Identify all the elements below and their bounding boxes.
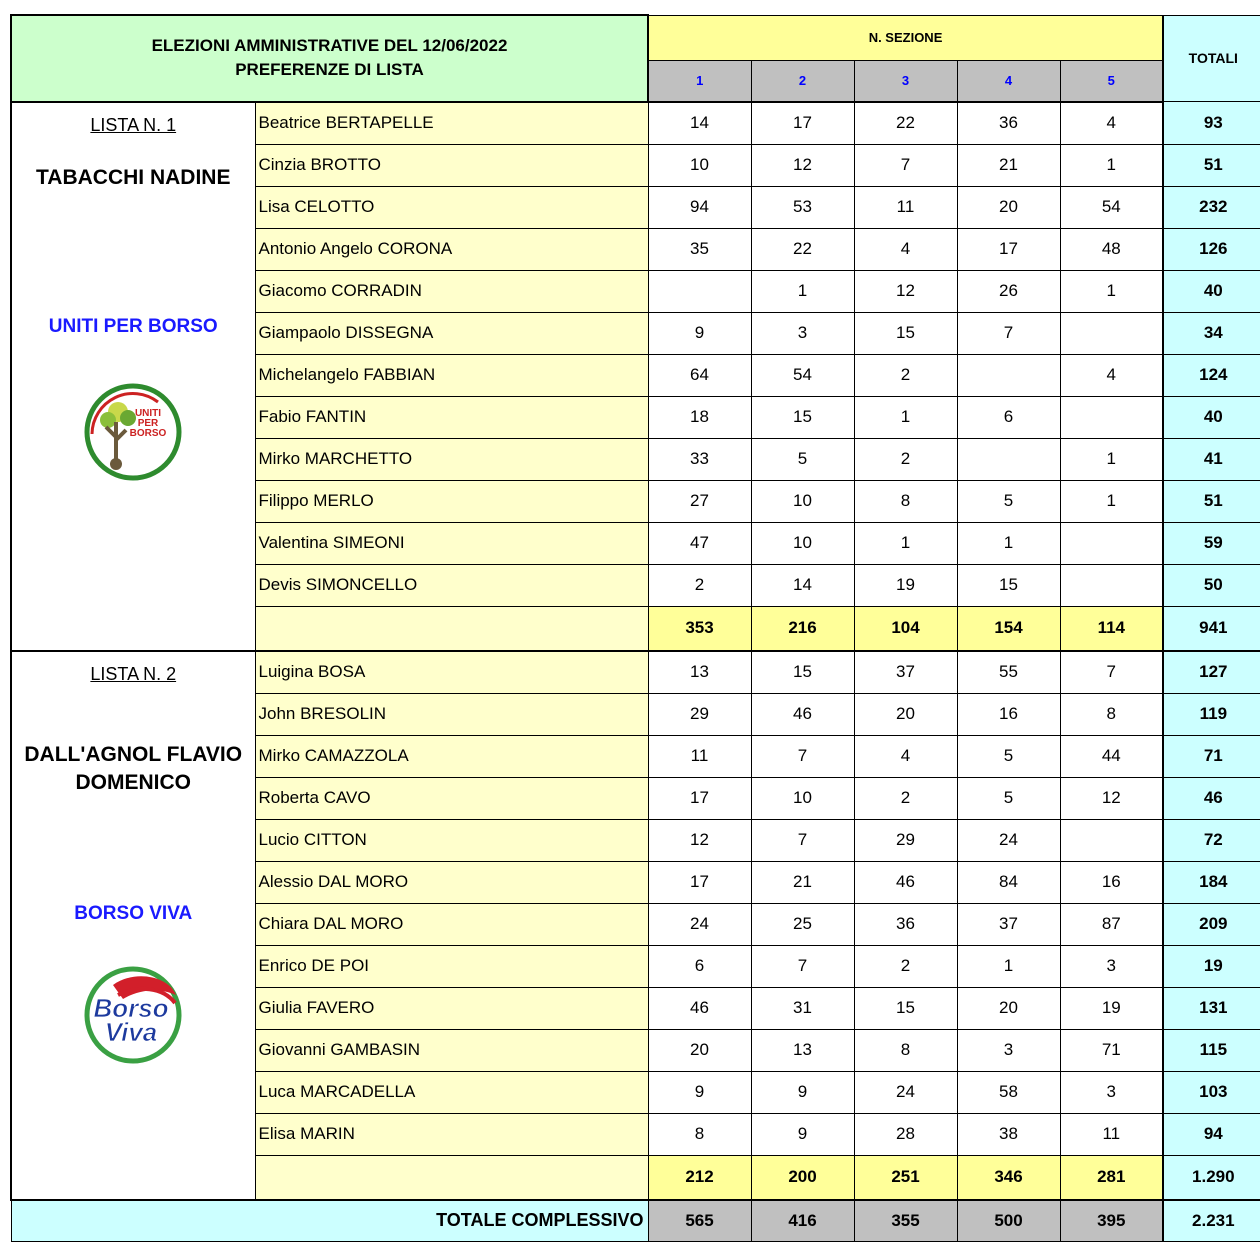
candidate-name: Giovanni GAMBASIN [255,1029,648,1071]
section-votes: 5 [957,777,1060,819]
section-votes: 22 [854,102,957,145]
section-votes: 46 [751,693,854,735]
section-votes: 54 [751,354,854,396]
section-votes: 9 [751,1071,854,1113]
candidate-name: Valentina SIMEONI [255,522,648,564]
section-votes: 87 [1060,903,1163,945]
section-votes: 9 [751,1113,854,1155]
subtotal-cell: 154 [957,606,1060,651]
section-votes: 13 [648,651,751,694]
section-votes: 7 [854,144,957,186]
candidate-name: Antonio Angelo CORONA [255,228,648,270]
candidate-total: 59 [1163,522,1260,564]
section-votes: 29 [648,693,751,735]
candidate-name: Luigina BOSA [255,651,648,694]
grand-total-cell: 565 [648,1200,751,1242]
subtotal-cell: 212 [648,1155,751,1200]
candidate-total: 93 [1163,102,1260,145]
candidate-name: Alessio DAL MORO [255,861,648,903]
candidate-total: 34 [1163,312,1260,354]
section-votes: 37 [854,651,957,694]
section-votes: 26 [957,270,1060,312]
subtotal-cell: 200 [751,1155,854,1200]
section-votes [648,270,751,312]
section-votes: 47 [648,522,751,564]
list-number-label: LISTA N. 2 [90,663,177,684]
totals-header: TOTALI [1163,15,1260,102]
section-votes: 7 [1060,651,1163,694]
logo-text: PER [137,417,159,429]
section-votes: 4 [1060,102,1163,145]
logo-text: BORSO [129,427,167,439]
logo-text: UNITI [135,407,162,419]
section-votes [1060,312,1163,354]
section-votes: 8 [854,480,957,522]
section-votes: 17 [751,102,854,145]
section-votes: 10 [751,480,854,522]
candidate-total: 103 [1163,1071,1260,1113]
section-votes: 1 [1060,438,1163,480]
section-votes: 4 [854,735,957,777]
section-votes: 7 [751,819,854,861]
candidate-total: 127 [1163,651,1260,694]
section-votes: 55 [957,651,1060,694]
section-votes: 5 [957,735,1060,777]
section-votes: 21 [751,861,854,903]
section-votes: 9 [648,312,751,354]
section-votes: 1 [957,522,1060,564]
borso-viva-logo [78,965,188,1065]
section-votes: 71 [1060,1029,1163,1071]
candidate-name: Giampaolo DISSEGNA [255,312,648,354]
subtotal-cell: 104 [854,606,957,651]
section-votes: 1 [957,945,1060,987]
candidate-name: Giacomo CORRADIN [255,270,648,312]
section-votes [1060,819,1163,861]
candidate-total: 94 [1163,1113,1260,1155]
section-votes [1060,522,1163,564]
title-line-2: PREFERENZE DI LISTA [235,60,424,80]
subtotal-cell: 216 [751,606,854,651]
candidate-name: Chiara DAL MORO [255,903,648,945]
section-votes: 31 [751,987,854,1029]
candidate-total: 115 [1163,1029,1260,1071]
candidate-total: 72 [1163,819,1260,861]
section-votes: 15 [854,312,957,354]
section-votes [957,354,1060,396]
section-number: 2 [751,60,854,102]
candidate-total: 126 [1163,228,1260,270]
section-votes: 5 [957,480,1060,522]
section-votes: 33 [648,438,751,480]
section-votes: 21 [957,144,1060,186]
section-votes: 1 [751,270,854,312]
candidate-total: 119 [1163,693,1260,735]
subtotal-cell: 114 [1060,606,1163,651]
candidate-name: Devis SIMONCELLO [255,564,648,606]
preferences-table [10,14,1260,1242]
section-votes: 12 [854,270,957,312]
section-votes: 7 [751,945,854,987]
section-votes: 17 [957,228,1060,270]
section-votes: 16 [1060,861,1163,903]
section-votes [1060,396,1163,438]
section-votes: 24 [648,903,751,945]
section-votes: 17 [648,861,751,903]
section-votes: 3 [957,1029,1060,1071]
section-votes: 2 [648,564,751,606]
grand-total-row [11,1200,1260,1242]
candidate-total: 19 [1163,945,1260,987]
candidate-total: 50 [1163,564,1260,606]
subtotal-label-cell [255,1155,648,1200]
candidate-name: Giulia FAVERO [255,987,648,1029]
section-votes [1060,564,1163,606]
section-votes: 3 [1060,945,1163,987]
section-votes: 48 [1060,228,1163,270]
title-line-1: ELEZIONI AMMINISTRATIVE DEL 12/06/2022 [151,36,508,56]
subtotal-sum: 1.290 [1163,1155,1260,1200]
candidate-row [11,651,1260,694]
section-votes: 17 [648,777,751,819]
candidate-total: 209 [1163,903,1260,945]
section-votes: 14 [751,564,854,606]
section-votes: 46 [854,861,957,903]
section-votes: 8 [1060,693,1163,735]
section-votes: 20 [957,987,1060,1029]
section-votes: 19 [1060,987,1163,1029]
candidate-total: 71 [1163,735,1260,777]
section-votes: 5 [751,438,854,480]
section-votes: 4 [854,228,957,270]
list-info-cell [11,102,255,651]
list-info [12,664,255,1065]
candidate-name: Enrico DE POI [255,945,648,987]
section-votes: 1 [854,522,957,564]
candidate-name: Lisa CELOTTO [255,186,648,228]
section-votes: 12 [1060,777,1163,819]
section-votes: 35 [648,228,751,270]
sections-header: N. SEZIONE [648,15,1163,60]
section-votes: 22 [751,228,854,270]
candidate-total: 232 [1163,186,1260,228]
section-votes: 29 [854,819,957,861]
section-votes: 20 [957,186,1060,228]
subtotal-label-cell [255,606,648,651]
candidate-total: 131 [1163,987,1260,1029]
section-votes: 94 [648,186,751,228]
subtotal-cell: 346 [957,1155,1060,1200]
section-votes: 37 [957,903,1060,945]
candidate-total: 40 [1163,270,1260,312]
grand-total-cell: 355 [854,1200,957,1242]
candidate-name: Elisa MARIN [255,1113,648,1155]
section-votes: 12 [751,144,854,186]
section-votes: 53 [751,186,854,228]
grand-total-cell: 395 [1060,1200,1163,1242]
table-body [11,102,1260,1200]
section-votes: 11 [648,735,751,777]
section-votes: 27 [648,480,751,522]
section-votes: 9 [648,1071,751,1113]
candidate-name: Filippo MERLO [255,480,648,522]
section-votes: 1 [854,396,957,438]
logo-text: Borso [93,992,169,1023]
section-votes: 6 [648,945,751,987]
list-info [12,115,255,482]
section-votes: 12 [648,819,751,861]
section-votes: 58 [957,1071,1060,1113]
section-votes: 54 [1060,186,1163,228]
section-votes: 46 [648,987,751,1029]
candidate-total: 124 [1163,354,1260,396]
candidate-name: Mirko MARCHETTO [255,438,648,480]
section-votes: 1 [1060,144,1163,186]
section-votes: 20 [854,693,957,735]
section-votes: 8 [854,1029,957,1071]
candidate-name: Luca MARCADELLA [255,1071,648,1113]
section-votes: 84 [957,861,1060,903]
section-votes: 2 [854,354,957,396]
section-votes: 36 [957,102,1060,145]
section-votes: 13 [751,1029,854,1071]
section-votes: 1 [1060,480,1163,522]
candidate-name: Lucio CITTON [255,819,648,861]
section-votes: 25 [751,903,854,945]
section-votes: 28 [854,1113,957,1155]
candidate-name: Fabio FANTIN [255,396,648,438]
section-votes: 11 [1060,1113,1163,1155]
grand-total-sum: 2.231 [1163,1200,1260,1242]
subtotal-sum: 941 [1163,606,1260,651]
section-votes: 6 [957,396,1060,438]
candidate-total: 51 [1163,480,1260,522]
section-votes: 44 [1060,735,1163,777]
grand-total-cell: 500 [957,1200,1060,1242]
section-number: 5 [1060,60,1163,102]
section-votes: 15 [751,651,854,694]
grand-total-cell: 416 [751,1200,854,1242]
section-votes: 18 [648,396,751,438]
logo-text: Viva [104,1016,158,1047]
candidate-name: Cinzia BROTTO [255,144,648,186]
section-votes: 7 [751,735,854,777]
section-votes: 20 [648,1029,751,1071]
section-votes: 14 [648,102,751,145]
uniti-per-borso-logo [78,382,188,482]
candidate-row [11,102,1260,145]
section-votes: 10 [751,522,854,564]
grand-total-label: TOTALE COMPLESSIVO [11,1200,648,1242]
candidate-total: 184 [1163,861,1260,903]
candidate-name: Michelangelo FABBIAN [255,354,648,396]
section-number: 1 [648,60,751,102]
section-votes: 19 [854,564,957,606]
list-number-label: LISTA N. 1 [90,114,177,135]
section-votes: 3 [751,312,854,354]
subtotal-cell: 251 [854,1155,957,1200]
mayor-candidate-name: DALL'AGNOL FLAVIO DOMENICO [24,742,243,794]
section-votes: 38 [957,1113,1060,1155]
section-votes: 64 [648,354,751,396]
candidate-total: 40 [1163,396,1260,438]
candidate-name: John BRESOLIN [255,693,648,735]
section-votes [957,438,1060,480]
section-votes: 1 [1060,270,1163,312]
candidate-name: Roberta CAVO [255,777,648,819]
subtotal-cell: 281 [1060,1155,1163,1200]
section-votes: 16 [957,693,1060,735]
section-votes: 3 [1060,1071,1163,1113]
candidate-name: Mirko CAMAZZOLA [255,735,648,777]
subtotal-cell: 353 [648,606,751,651]
section-votes: 15 [957,564,1060,606]
section-votes: 7 [957,312,1060,354]
section-votes: 15 [751,396,854,438]
section-votes: 10 [648,144,751,186]
section-votes: 24 [854,1071,957,1113]
section-votes: 2 [854,945,957,987]
section-votes: 36 [854,903,957,945]
section-votes: 15 [854,987,957,1029]
section-votes: 24 [957,819,1060,861]
candidate-name: Beatrice BERTAPELLE [255,102,648,145]
candidate-total: 46 [1163,777,1260,819]
mayor-candidate-name: TABACCHI NADINE [36,165,231,189]
section-votes: 2 [854,777,957,819]
section-votes: 4 [1060,354,1163,396]
party-name: BORSO VIVA [74,902,193,924]
list-info-cell [11,651,255,1200]
section-votes: 8 [648,1113,751,1155]
section-votes: 11 [854,186,957,228]
table-title [11,15,648,102]
candidate-total: 41 [1163,438,1260,480]
candidate-total: 51 [1163,144,1260,186]
section-number: 4 [957,60,1060,102]
section-votes: 2 [854,438,957,480]
section-votes: 10 [751,777,854,819]
party-name: UNITI PER BORSO [48,315,218,337]
section-number: 3 [854,60,957,102]
